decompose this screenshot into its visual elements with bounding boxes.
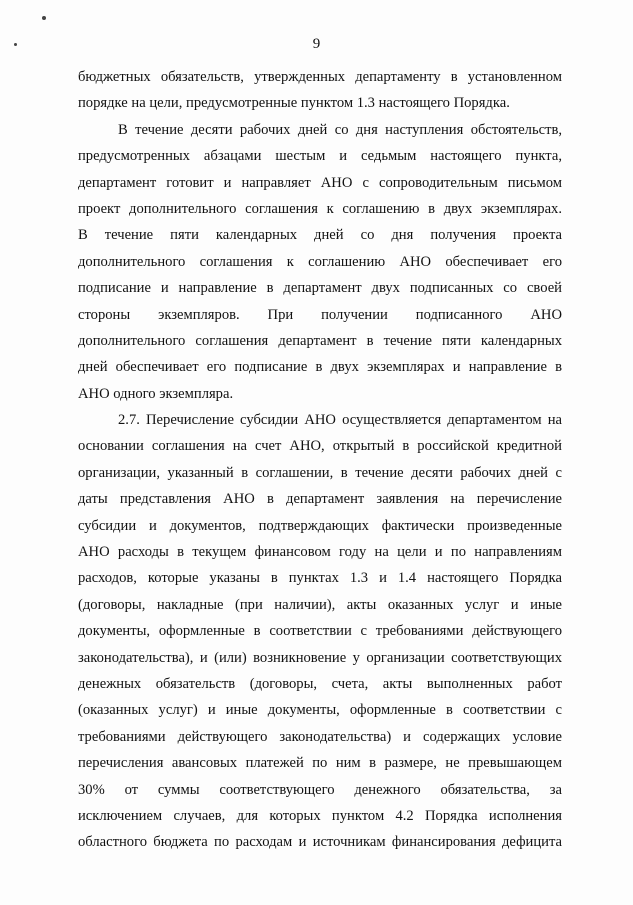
text-line: дополнительного соглашения к соглашению АНО обеспечивает его [78,253,562,270]
text-line: проект дополнительного соглашения к соглашению в двух экземплярах. [78,200,562,217]
text-line: исключением случаев, для которых пунктом 4.2 Порядка исполнения [78,807,562,824]
text-line: перечисления авансовых платежей по ним в размере, не превышающем [78,755,562,772]
text-line: 2.7. Перечисление субсидии АНО осуществляется департаментом на [118,412,562,429]
text-line: (договоры, накладные (при наличии), акты оказанных услуг и иные [78,596,562,613]
document-body [78,64,562,856]
text-line: субсидии и документов, подтверждающих фактически произведенные [78,517,562,534]
text-line: требованиями действующего законодательства) и содержащих условие [78,728,562,745]
text-line: бюджетных обязательств, утвержденных департаменту в установленном [78,69,562,85]
text-line: расходов, которые указаны в пунктах 1.3 и 1.4 настоящего Порядка [78,570,562,587]
text-line: предусмотренных абзацами шестым и седьмым настоящего пункта, [78,148,562,165]
text-line: (оказанных услуг) и иные документы, оформленные в соответствии с [78,702,562,719]
text-line: департамент готовит и направляет АНО с сопроводительным письмом [78,174,562,191]
text-line: дней обеспечивает его подписание в двух экземплярах и направление в [78,359,562,376]
text-line: организации, указанный в соглашении, в течение десяти рабочих дней с [78,464,562,481]
text-line: В течение десяти рабочих дней со дня наступления обстоятельств, [118,121,562,138]
text-line: законодательства), и (или) возникновение у организации соответствующих [78,649,562,666]
text-line: АНО расходы в текущем финансовом году на цели и по направлениям [78,544,562,561]
scan-speck [42,16,46,20]
text-line: денежных обязательств (договоры, счета, акты выполненных работ [78,675,562,692]
text-line: областного бюджета по расходам и источникам финансирования дефицита [78,834,562,851]
page-number: 9 [312,36,321,52]
text-line: основании соглашения на счет АНО, открытый в российской кредитной [78,438,562,455]
text-line: даты представления АНО в департамент заявления на перечисление [78,491,562,508]
text-line: АНО одного экземпляра. [78,385,234,402]
text-line: порядке на цели, предусмотренные пунктом 1.3 настоящего Порядка. [78,95,510,112]
text-line: подписание и направление в департамент двух подписанных со своей [78,280,562,297]
text-line: дополнительного соглашения департамент в течение пяти календарных [78,332,562,349]
text-line: документы, оформленные в соответствии с требованиями действующего [78,623,562,640]
text-line: В течение пяти календарных дней со дня получения проекта [78,227,562,244]
text-line: 30% от суммы соответствующего денежного обязательства, за [78,781,562,798]
text-line: стороны экземпляров. При получении подписанного АНО [78,306,562,323]
